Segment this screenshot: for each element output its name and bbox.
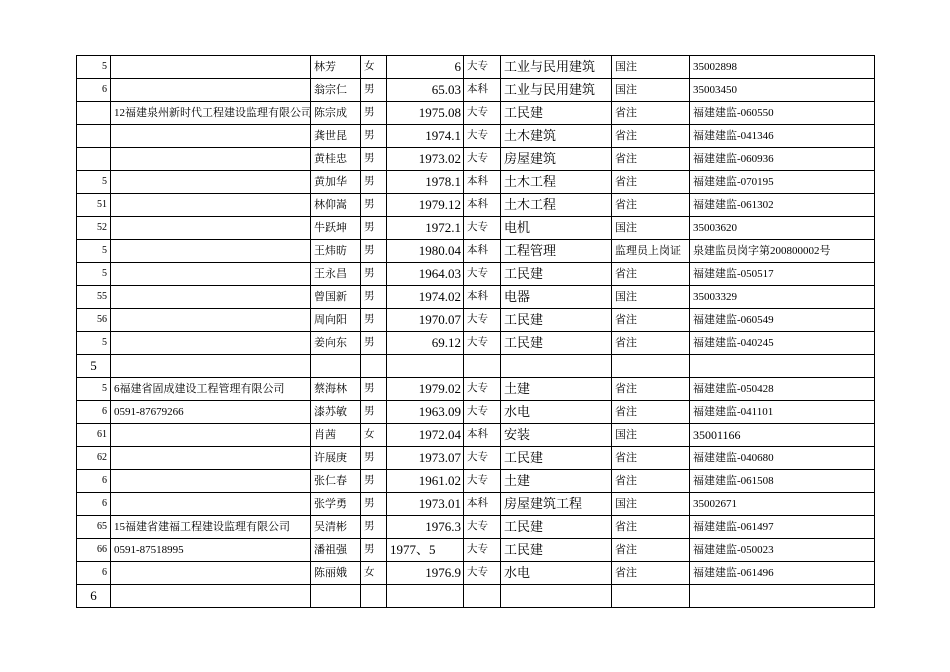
gender-cell: 女	[361, 562, 387, 585]
person-name-cell: 黄加华	[311, 171, 361, 194]
table-row	[77, 286, 875, 309]
gender-cell: 男	[361, 79, 387, 102]
row-index-cell: 5	[77, 378, 111, 401]
gender-cell: 女	[361, 56, 387, 79]
gender-cell	[361, 355, 387, 378]
table-row	[77, 424, 875, 447]
gender-cell: 男	[361, 539, 387, 562]
row-index-cell	[77, 125, 111, 148]
table-row	[77, 148, 875, 171]
degree-cell: 本科	[464, 171, 501, 194]
certificate-type-cell: 国注	[612, 56, 690, 79]
birth-date-cell: 1976.3	[387, 516, 464, 539]
row-index-cell: 5	[77, 171, 111, 194]
person-name-cell: 肖茜	[311, 424, 361, 447]
certificate-type-cell: 国注	[612, 79, 690, 102]
birth-date-cell	[387, 585, 464, 608]
row-index-cell: 5	[77, 56, 111, 79]
gender-cell: 男	[361, 102, 387, 125]
certificate-type-cell: 监理员上岗证	[612, 240, 690, 263]
table-row	[77, 401, 875, 424]
person-name-cell: 曾国新	[311, 286, 361, 309]
gender-cell: 男	[361, 493, 387, 516]
certificate-type-cell	[612, 585, 690, 608]
company-cell: 6福建省固成建设工程管理有限公司	[111, 378, 311, 401]
degree-cell: 大专	[464, 263, 501, 286]
certificate-number-cell: 福建建监-060550	[690, 102, 875, 125]
table-row	[77, 240, 875, 263]
company-cell	[111, 171, 311, 194]
company-cell: 0591-87679266	[111, 401, 311, 424]
row-index-cell: 52	[77, 217, 111, 240]
major-cell: 工民建	[501, 309, 612, 332]
certificate-number-cell: 35002898	[690, 56, 875, 79]
company-cell	[111, 125, 311, 148]
person-name-cell: 翁宗仁	[311, 79, 361, 102]
row-index-cell: 6	[77, 562, 111, 585]
row-index-cell: 66	[77, 539, 111, 562]
row-index-cell	[77, 102, 111, 125]
degree-cell: 大专	[464, 562, 501, 585]
row-index-cell: 55	[77, 286, 111, 309]
birth-date-cell: 1979.02	[387, 378, 464, 401]
row-index-cell: 5	[77, 332, 111, 355]
certificate-type-cell: 省注	[612, 332, 690, 355]
degree-cell: 本科	[464, 424, 501, 447]
major-cell: 工民建	[501, 263, 612, 286]
certificate-type-cell: 省注	[612, 447, 690, 470]
major-cell: 安装	[501, 424, 612, 447]
certificate-number-cell: 福建建监-040245	[690, 332, 875, 355]
major-cell: 工民建	[501, 516, 612, 539]
gender-cell: 男	[361, 286, 387, 309]
certificate-type-cell	[612, 355, 690, 378]
person-name-cell: 潘祖强	[311, 539, 361, 562]
row-index-cell: 5	[77, 355, 111, 378]
certificate-type-cell: 国注	[612, 217, 690, 240]
degree-cell: 大专	[464, 539, 501, 562]
major-cell: 土建	[501, 378, 612, 401]
table-row	[77, 355, 875, 378]
table-row	[77, 309, 875, 332]
table-row	[77, 217, 875, 240]
birth-date-cell: 6	[387, 56, 464, 79]
gender-cell: 男	[361, 332, 387, 355]
degree-cell: 大专	[464, 401, 501, 424]
table-row	[77, 194, 875, 217]
gender-cell: 男	[361, 240, 387, 263]
major-cell	[501, 355, 612, 378]
gender-cell	[361, 585, 387, 608]
certificate-number-cell: 福建建监-061302	[690, 194, 875, 217]
degree-cell: 本科	[464, 79, 501, 102]
certificate-type-cell: 省注	[612, 102, 690, 125]
person-name-cell: 林芳	[311, 56, 361, 79]
row-index-cell: 56	[77, 309, 111, 332]
degree-cell: 大专	[464, 125, 501, 148]
gender-cell: 男	[361, 516, 387, 539]
person-name-cell: 许展庚	[311, 447, 361, 470]
degree-cell	[464, 355, 501, 378]
birth-date-cell: 1963.09	[387, 401, 464, 424]
major-cell: 水电	[501, 562, 612, 585]
major-cell: 房屋建筑	[501, 148, 612, 171]
person-name-cell: 陈宗成	[311, 102, 361, 125]
person-name-cell: 林仰嵩	[311, 194, 361, 217]
row-index-cell: 61	[77, 424, 111, 447]
birth-date-cell: 65.03	[387, 79, 464, 102]
certificate-type-cell: 省注	[612, 516, 690, 539]
company-cell: 15福建省建福工程建设监理有限公司	[111, 516, 311, 539]
person-name-cell: 陈丽娥	[311, 562, 361, 585]
company-cell	[111, 470, 311, 493]
major-cell: 工业与民用建筑	[501, 79, 612, 102]
birth-date-cell: 1974.02	[387, 286, 464, 309]
birth-date-cell: 1979.12	[387, 194, 464, 217]
company-cell	[111, 562, 311, 585]
major-cell: 工民建	[501, 447, 612, 470]
company-cell	[111, 493, 311, 516]
birth-date-cell	[387, 355, 464, 378]
major-cell: 土建	[501, 470, 612, 493]
major-cell: 电器	[501, 286, 612, 309]
company-cell	[111, 79, 311, 102]
degree-cell: 本科	[464, 286, 501, 309]
major-cell: 土木工程	[501, 194, 612, 217]
major-cell: 土木建筑	[501, 125, 612, 148]
row-index-cell: 5	[77, 263, 111, 286]
birth-date-cell: 1977、5	[387, 539, 464, 562]
birth-date-cell: 1973.01	[387, 493, 464, 516]
degree-cell: 大专	[464, 148, 501, 171]
company-cell	[111, 286, 311, 309]
certificate-number-cell: 福建建监-050023	[690, 539, 875, 562]
birth-date-cell: 1972.1	[387, 217, 464, 240]
major-cell: 水电	[501, 401, 612, 424]
degree-cell: 大专	[464, 516, 501, 539]
birth-date-cell: 1975.08	[387, 102, 464, 125]
person-name-cell: 龚世昆	[311, 125, 361, 148]
certificate-type-cell: 省注	[612, 171, 690, 194]
certificate-number-cell	[690, 585, 875, 608]
company-cell	[111, 148, 311, 171]
gender-cell: 男	[361, 447, 387, 470]
certificate-type-cell: 省注	[612, 539, 690, 562]
table-row	[77, 79, 875, 102]
person-name-cell: 蔡海林	[311, 378, 361, 401]
certificate-number-cell: 福建建监-061497	[690, 516, 875, 539]
birth-date-cell: 1976.9	[387, 562, 464, 585]
row-index-cell: 51	[77, 194, 111, 217]
person-name-cell	[311, 585, 361, 608]
degree-cell: 大专	[464, 378, 501, 401]
gender-cell: 男	[361, 401, 387, 424]
degree-cell: 大专	[464, 102, 501, 125]
birth-date-cell: 1961.02	[387, 470, 464, 493]
certificate-type-cell: 省注	[612, 263, 690, 286]
gender-cell: 男	[361, 217, 387, 240]
certificate-type-cell: 省注	[612, 378, 690, 401]
company-cell: 12福建泉州新时代工程建设监理有限公司	[111, 102, 311, 125]
row-index-cell: 65	[77, 516, 111, 539]
personnel-table	[76, 55, 875, 608]
birth-date-cell: 1972.04	[387, 424, 464, 447]
major-cell: 土木工程	[501, 171, 612, 194]
table-row	[77, 516, 875, 539]
major-cell: 电机	[501, 217, 612, 240]
table-row	[77, 470, 875, 493]
certificate-number-cell: 福建建监-060549	[690, 309, 875, 332]
company-cell	[111, 194, 311, 217]
birth-date-cell: 1973.07	[387, 447, 464, 470]
major-cell	[501, 585, 612, 608]
table-row	[77, 585, 875, 608]
major-cell: 工程管理	[501, 240, 612, 263]
table-row	[77, 56, 875, 79]
table-row	[77, 125, 875, 148]
company-cell	[111, 240, 311, 263]
certificate-number-cell: 35002671	[690, 493, 875, 516]
certificate-type-cell: 省注	[612, 125, 690, 148]
certificate-type-cell: 省注	[612, 562, 690, 585]
person-name-cell: 黄桂忠	[311, 148, 361, 171]
certificate-number-cell: 35003329	[690, 286, 875, 309]
person-name-cell: 王永昌	[311, 263, 361, 286]
company-cell	[111, 585, 311, 608]
table-row	[77, 493, 875, 516]
degree-cell: 大专	[464, 332, 501, 355]
company-cell	[111, 56, 311, 79]
certificate-type-cell: 国注	[612, 424, 690, 447]
person-name-cell: 张学勇	[311, 493, 361, 516]
table-row	[77, 171, 875, 194]
person-name-cell: 张仁春	[311, 470, 361, 493]
table-row	[77, 539, 875, 562]
table-row	[77, 447, 875, 470]
person-name-cell: 周向阳	[311, 309, 361, 332]
table-row	[77, 102, 875, 125]
person-name-cell: 牛跃坤	[311, 217, 361, 240]
table-row	[77, 378, 875, 401]
gender-cell: 男	[361, 194, 387, 217]
gender-cell: 男	[361, 125, 387, 148]
certificate-type-cell: 省注	[612, 148, 690, 171]
row-index-cell: 6	[77, 401, 111, 424]
certificate-type-cell: 省注	[612, 470, 690, 493]
company-cell	[111, 309, 311, 332]
company-cell	[111, 217, 311, 240]
degree-cell: 本科	[464, 493, 501, 516]
certificate-number-cell: 福建建监-050428	[690, 378, 875, 401]
certificate-number-cell: 福建建监-070195	[690, 171, 875, 194]
degree-cell: 大专	[464, 56, 501, 79]
row-index-cell: 6	[77, 585, 111, 608]
row-index-cell	[77, 148, 111, 171]
row-index-cell: 62	[77, 447, 111, 470]
certificate-number-cell: 福建建监-061496	[690, 562, 875, 585]
table-row	[77, 332, 875, 355]
certificate-number-cell: 福建建监-061508	[690, 470, 875, 493]
gender-cell: 女	[361, 424, 387, 447]
table-row	[77, 562, 875, 585]
company-cell	[111, 424, 311, 447]
certificate-type-cell: 省注	[612, 194, 690, 217]
gender-cell: 男	[361, 378, 387, 401]
degree-cell: 大专	[464, 447, 501, 470]
gender-cell: 男	[361, 309, 387, 332]
certificate-number-cell: 泉建监员岗字第200800002号	[690, 240, 875, 263]
gender-cell: 男	[361, 171, 387, 194]
person-name-cell	[311, 355, 361, 378]
gender-cell: 男	[361, 148, 387, 171]
table-row	[77, 263, 875, 286]
birth-date-cell: 1973.02	[387, 148, 464, 171]
row-index-cell: 6	[77, 493, 111, 516]
certificate-number-cell: 福建建监-041346	[690, 125, 875, 148]
person-name-cell: 姜向东	[311, 332, 361, 355]
person-name-cell: 王炜昉	[311, 240, 361, 263]
major-cell: 房屋建筑工程	[501, 493, 612, 516]
gender-cell: 男	[361, 470, 387, 493]
birth-date-cell: 1978.1	[387, 171, 464, 194]
gender-cell: 男	[361, 263, 387, 286]
certificate-type-cell: 省注	[612, 309, 690, 332]
certificate-number-cell: 35001166	[690, 424, 875, 447]
row-index-cell: 6	[77, 470, 111, 493]
certificate-number-cell: 福建建监-050517	[690, 263, 875, 286]
birth-date-cell: 69.12	[387, 332, 464, 355]
degree-cell: 本科	[464, 240, 501, 263]
table-body	[77, 56, 875, 608]
company-cell	[111, 447, 311, 470]
certificate-number-cell	[690, 355, 875, 378]
certificate-type-cell: 省注	[612, 401, 690, 424]
person-name-cell: 漆苏敏	[311, 401, 361, 424]
company-cell	[111, 263, 311, 286]
certificate-number-cell: 福建建监-040680	[690, 447, 875, 470]
company-cell	[111, 355, 311, 378]
birth-date-cell: 1974.1	[387, 125, 464, 148]
person-name-cell: 吴清彬	[311, 516, 361, 539]
major-cell: 工民建	[501, 102, 612, 125]
row-index-cell: 6	[77, 79, 111, 102]
certificate-number-cell: 福建建监-060936	[690, 148, 875, 171]
major-cell: 工民建	[501, 539, 612, 562]
certificate-type-cell: 国注	[612, 493, 690, 516]
birth-date-cell: 1964.03	[387, 263, 464, 286]
birth-date-cell: 1970.07	[387, 309, 464, 332]
certificate-number-cell: 35003620	[690, 217, 875, 240]
degree-cell	[464, 585, 501, 608]
birth-date-cell: 1980.04	[387, 240, 464, 263]
degree-cell: 大专	[464, 309, 501, 332]
certificate-type-cell: 国注	[612, 286, 690, 309]
certificate-number-cell: 35003450	[690, 79, 875, 102]
degree-cell: 大专	[464, 470, 501, 493]
major-cell: 工业与民用建筑	[501, 56, 612, 79]
degree-cell: 本科	[464, 194, 501, 217]
company-cell	[111, 332, 311, 355]
row-index-cell: 5	[77, 240, 111, 263]
company-cell: 0591-87518995	[111, 539, 311, 562]
certificate-number-cell: 福建建监-041101	[690, 401, 875, 424]
major-cell: 工民建	[501, 332, 612, 355]
degree-cell: 大专	[464, 217, 501, 240]
